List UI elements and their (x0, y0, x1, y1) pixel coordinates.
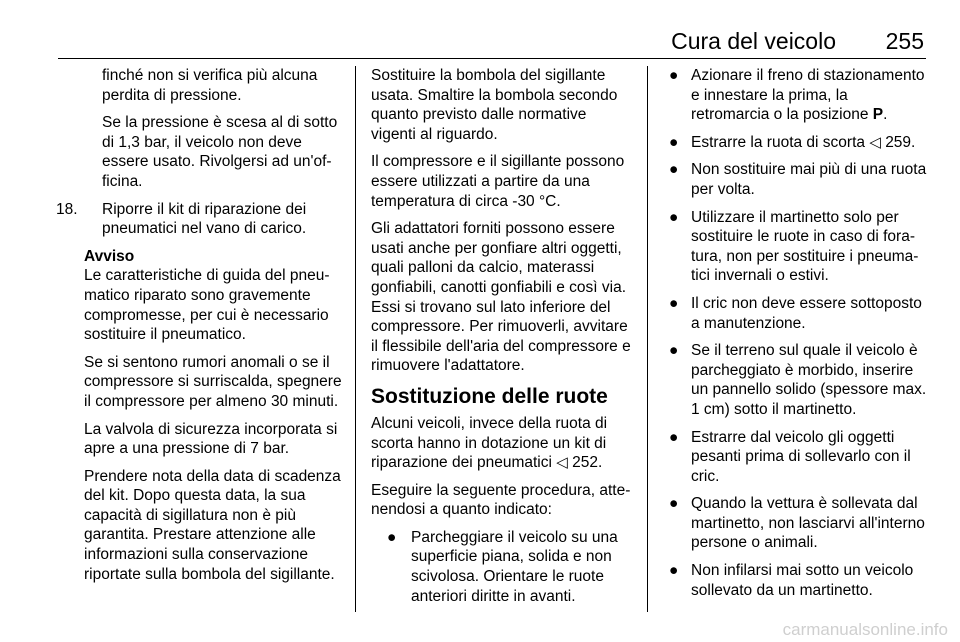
column-divider-1 (355, 66, 356, 612)
bullet-icon: ● (669, 562, 679, 580)
list-item-text: Quando la vettura è sollevata dal martinetto, non lasciarvi all'interno persone o animali. (691, 495, 925, 552)
gear-position-label: P (872, 106, 884, 124)
paragraph: Sostituire la bombola del sigillante usata. Smaltire la bombola secondo quanto previsto dalle normative vigenti al riguardo. (371, 67, 618, 143)
column-1 (56, 66, 346, 592)
page-ref-link[interactable]: 252. (572, 454, 603, 472)
column-2 (371, 66, 633, 614)
section-title: Cura del veicolo (671, 28, 836, 54)
paragraph: La valvola di sicurezza incorporata si apre a una pressione di 7 bar. (84, 420, 338, 458)
paragraph: Gli adattatori forniti possono essere usati anche per gonfiare altri oggetti, quali palloni da calcio, materassi gonfiabili, canotti gonfiabili e così via. Essi si trovano sul lato inferiore del compressore. Per rimuoverli, avvitare il flessibile dell'aria del compressore e rimuovere l'adattatore. (371, 220, 631, 375)
list-item (667, 160, 929, 199)
paragraph: Se la pressione è scesa al di sotto di 1,3 bar, il veicolo non deve essere usato. Rivolgersi ad un'officina. (102, 114, 338, 190)
page-ref-arrow-icon: ◁ (869, 133, 881, 151)
page-number: 255 (885, 28, 924, 54)
step17-continued (86, 66, 346, 192)
list-item-text: Estrarre dal veicolo gli oggetti pesanti prima di sollevarlo con il cric. (691, 428, 911, 485)
list-item-text: Il cric non deve essere sottoposto a manutenzione. (691, 294, 922, 332)
list-item-text: Azionare il freno di stazionamento e innestare la prima, la retromarcia o la posizione (691, 67, 925, 124)
column-divider-2 (647, 66, 648, 612)
list-item-text: Estrarre la ruota di scorta (691, 133, 866, 151)
list-item (667, 294, 929, 333)
list-item-text: Parcheggiare il veicolo su una superficie piana, solida e non scivolosa. Orientare le ruote anteriori diritte in avanti. (411, 528, 618, 605)
step-18 (56, 200, 346, 239)
paragraph: Prendere nota della data di scadenza del kit. Dopo questa data, la sua capacità di sigillatura non è più garantita. Prestare attenzione alle informazioni sulla conservazione riportate sulla bombola del sigillante. (84, 467, 341, 583)
list-item (667, 341, 929, 419)
section-heading: Sostituzione delle ruote (371, 384, 608, 408)
bullet-icon: ● (669, 67, 679, 84)
page-ref-link[interactable]: 259. (885, 133, 916, 151)
paragraph: finché non si verifica più alcuna perdita di pressione. (102, 67, 318, 104)
list-item (371, 528, 633, 606)
list-item-text: Se il terreno sul quale il veicolo è parcheggiato è morbido, inserire un pannello solido (spessore max. 1 cm) sotto il martinetto. (691, 342, 927, 418)
list-item (667, 66, 929, 125)
notice-title: Avviso (84, 247, 135, 265)
paragraph: Se si sentono rumori anomali o se il compressore si surriscalda, spegnere il compressore per almeno 30 minuti. (84, 353, 342, 410)
bullet-list (371, 528, 633, 606)
column-3 (667, 66, 929, 608)
bullet-list (667, 66, 929, 600)
bullet-icon: ● (669, 495, 679, 513)
step-text: Riporre il kit di riparazione dei pneumatici nel vano di carico. (102, 200, 307, 238)
list-item (667, 561, 929, 600)
list-item (667, 428, 929, 487)
page-ref-arrow-icon: ◁ (556, 454, 568, 472)
bullet-icon: ● (669, 428, 679, 446)
list-item-text: Non sostituire mai più di una ruota per volta. (691, 161, 927, 198)
watermark: carmanualsonline.info (782, 620, 948, 639)
notice-text: Le caratteristiche di guida del pneumatico riparato sono gravemente compromesse, per cui è necessario sostituire il pneumatico. (84, 267, 330, 344)
paragraph (371, 414, 633, 473)
list-item (667, 494, 929, 553)
bullet-icon: ● (669, 294, 679, 312)
list-item-text: Non infilarsi mai sotto un veicolo sollevato da un martinetto. (691, 562, 914, 599)
bullet-icon: ● (669, 342, 679, 360)
bullet-icon: ● (387, 528, 397, 546)
paragraph-text: Alcuni veicoli, invece della ruota di scorta hanno in dotazione un kit di riparazione dei pneumatici (371, 414, 608, 472)
bullet-icon: ● (669, 133, 679, 151)
list-item-text: Utilizzare il martinetto solo per sostituire le ruote in caso di foratura, non per sostituire i pneumatici invernali o estivi. (691, 208, 919, 285)
step-number: 18. (56, 200, 78, 218)
list-item (667, 133, 929, 153)
paragraph: Il compressore e il sigillante possono essere utilizzati a partire da una temperatura di circa -30 °C. (371, 153, 625, 210)
notice-box (84, 247, 346, 585)
bullet-icon: ● (669, 161, 679, 179)
bullet-icon: ● (669, 208, 679, 226)
page-header (58, 22, 926, 59)
paragraph: Eseguire la seguente procedura, attenendosi a quanto indicato: (371, 481, 631, 519)
list-item (667, 208, 929, 286)
punctuation: . (883, 106, 888, 124)
